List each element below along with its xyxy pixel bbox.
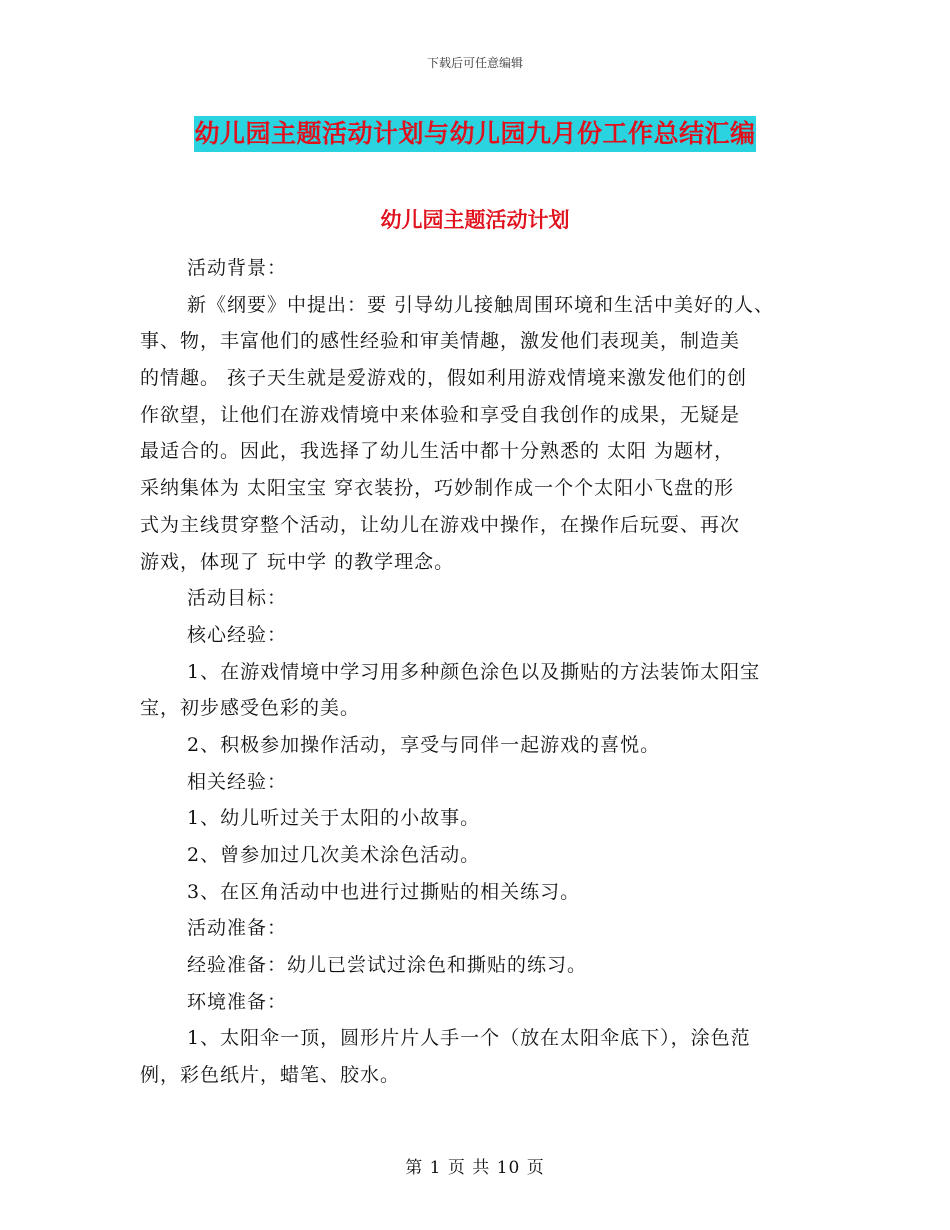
paragraph-line: 游戏，体现了 玩中学 的教学理念。 <box>140 550 455 573</box>
paragraph-line: 的情趣。 孩子天生就是爱游戏的，假如利用游戏情境来激发他们的创 <box>140 367 748 390</box>
list-item: 3、在区角活动中也进行过撕贴的相关练习。 <box>187 880 581 903</box>
paragraph-line: 作欲望，让他们在游戏情境中来体验和享受自我创作的成果，无疑是 <box>140 403 741 426</box>
paragraph-line: 式为主线贯穿整个活动，让幼儿在游戏中操作，在操作后玩耍、再次 <box>140 513 741 536</box>
list-item-continuation: 宝，初步感受色彩的美。 <box>140 697 361 720</box>
paragraph-line: 事、物，丰富他们的感性经验和审美情趣，激发他们表现美，制造美 <box>140 330 741 353</box>
list-item: 1、太阳伞一顶，圆形片片人手一个（放在太阳伞底下），涂色范 <box>187 1027 751 1050</box>
list-item: 1、幼儿听过关于太阳的小故事。 <box>187 807 481 830</box>
section-title: 幼儿园主题活动计划 <box>380 208 570 232</box>
header-note: 下载后可任意编辑 <box>426 56 523 70</box>
document-body <box>140 250 815 1094</box>
list-item-continuation: 例，彩色纸片，蜡笔、胶水。 <box>140 1064 401 1087</box>
paragraph-heading-related-experience: 相关经验： <box>187 770 288 793</box>
document-title-text: 幼儿园主题活动计划与幼儿园九月份工作总结汇编 <box>194 116 755 152</box>
paragraph-heading-environment: 环境准备： <box>187 990 288 1013</box>
page-number: 第 1 页 共 10 页 <box>405 1158 545 1178</box>
paragraph-line: 采纳集体为 太阳宝宝 穿衣装扮，巧妙制作成一个个太阳小飞盘的形 <box>140 477 735 500</box>
list-item: 1、在游戏情境中学习用多种颜色涂色以及撕贴的方法装饰太阳宝 <box>187 660 761 683</box>
paragraph-heading-preparation: 活动准备： <box>187 917 288 940</box>
paragraph-heading-goals: 活动目标： <box>187 587 288 610</box>
paragraph-line: 最适合的。因此，我选择了幼儿生活中都十分熟悉的 太阳 为题材， <box>140 440 735 463</box>
list-item: 2、曾参加过几次美术涂色活动。 <box>187 844 481 866</box>
paragraph-line: 新《纲要》中提出：要 引导幼儿接触周围环境和生活中美好的人、 <box>187 293 775 316</box>
paragraph-heading-core-experience: 核心经验： <box>187 623 288 646</box>
paragraph-heading-background: 活动背景： <box>187 257 288 279</box>
paragraph-line: 经验准备：幼儿已尝试过涂色和撕贴的练习。 <box>187 954 588 977</box>
document-title <box>0 112 950 152</box>
list-item: 2、积极参加操作活动，享受与同伴一起游戏的喜悦。 <box>187 733 661 756</box>
